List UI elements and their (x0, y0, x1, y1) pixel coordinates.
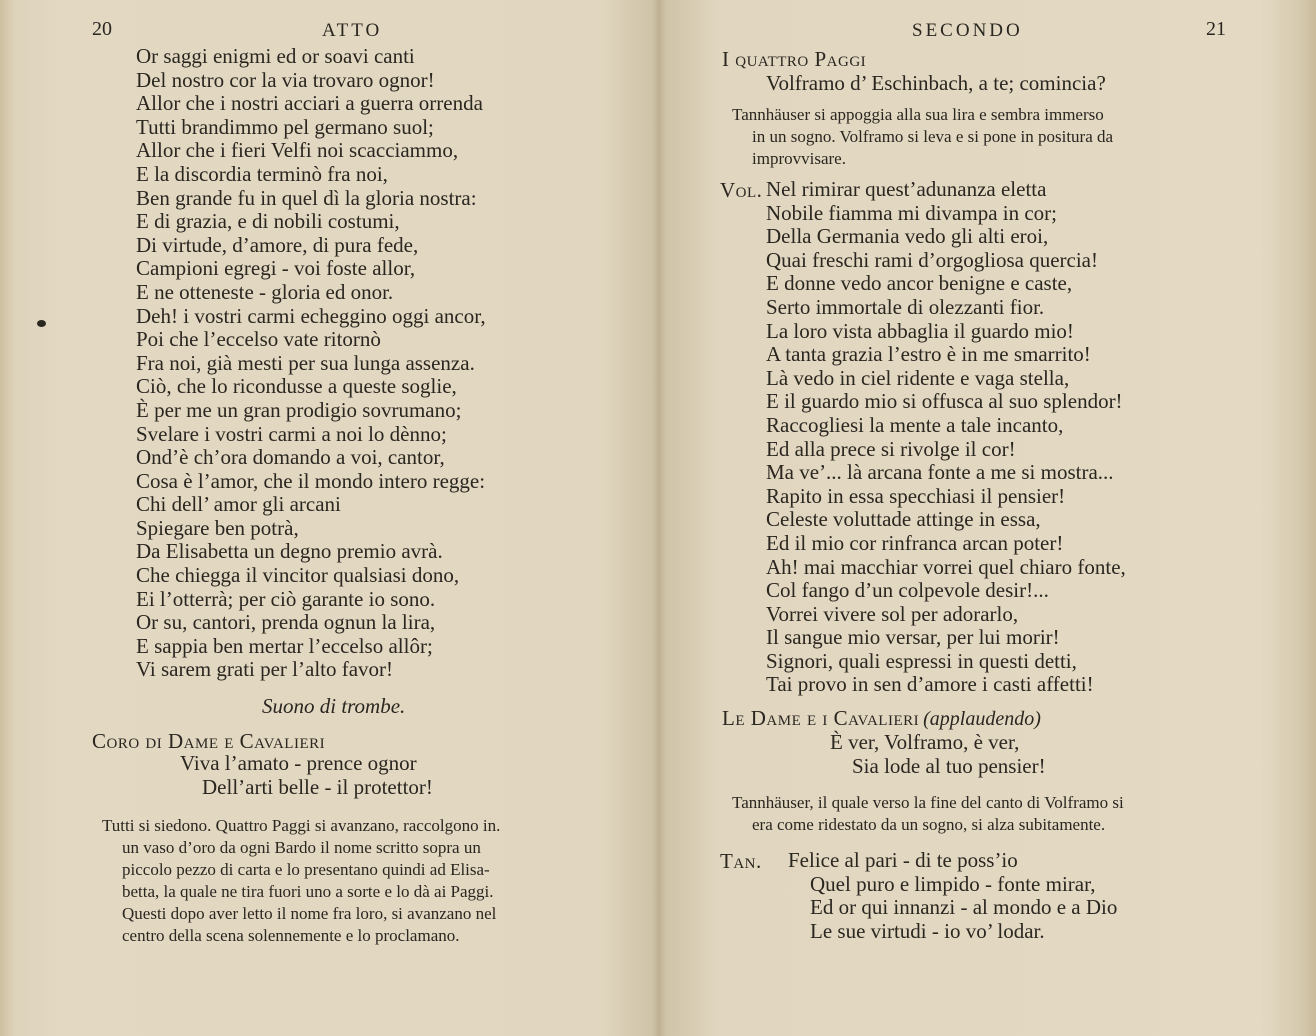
chorus-lines (180, 752, 433, 799)
tan-speaker: Tan. (720, 849, 762, 873)
verse-line: Felice al pari - di te poss’io (788, 848, 1018, 872)
verse-line: Di virtude, d’amore, di pura fede, (136, 232, 419, 257)
stage-direction-line: era come ridestato da un sogno, si alza subitamente. (752, 815, 1106, 834)
verse-line: Serto immortale di olezzanti fior. (766, 294, 1045, 319)
verse-line: A tanta grazia l’estro è in me smarrito! (766, 342, 1091, 367)
page-number: 21 (1206, 18, 1226, 40)
verse-line: E di grazia, e di nobili costumi, (136, 209, 400, 234)
vol-verse-block (766, 178, 1126, 697)
dame-speaker-line (722, 706, 1041, 731)
verse-line: Ben grande fu in quel dì la gloria nostra: (136, 185, 477, 210)
chorus-line: Viva l’amato - prence ognor (180, 751, 417, 775)
running-header: SECONDO (912, 20, 1023, 41)
verse-block (136, 45, 486, 682)
verse-line: Col fango d’un colpevole desir!... (766, 578, 1049, 603)
verse-line: Quel puro e limpido - fonte mirar, (810, 871, 1096, 896)
verse-line: Fra noi, già mesti per sua lunga assenza. (136, 350, 475, 375)
verse-line: Le sue virtudi - io vo’ lodar. (810, 918, 1045, 943)
verse-line: Ed alla prece si rivolge il cor! (766, 436, 1016, 461)
verse-line: Ei l’otterrà; per ciò garante io sono. (136, 586, 436, 611)
verse-line: Celeste voluttade attinge in essa, (766, 507, 1041, 532)
dame-lines (830, 731, 1046, 778)
verse-line: Vi sarem grati per l’alto favor! (136, 657, 394, 682)
verse-line: Ed il mio cor rinfranca arcan poter! (766, 530, 1064, 555)
stage-direction-line: Tutti si siedono. Quattro Paggi si avanzano, raccolgono in. (102, 816, 501, 835)
verse-line: Chi dell’ amor gli arcani (136, 492, 341, 517)
pages-line: Volframo d’ Eschinbach, a te; comincia? (766, 71, 1106, 95)
vol-speaker: Vol. (720, 178, 763, 202)
stage-direction-line: in un sogno. Volframo si leva e si pone in positura da (752, 127, 1114, 146)
verse-line: Cosa è l’amor, che il mondo intero regge: (136, 468, 486, 493)
verse-line: La loro vista abbaglia il guardo mio! (766, 318, 1074, 343)
verse-line: È ver, Volframo, è ver, (830, 730, 1020, 754)
verse-line: Signori, quali espressi in questi detti, (766, 648, 1077, 673)
verse-line: Deh! i vostri carmi echeggino oggi ancor, (136, 303, 486, 328)
verse-line: Del nostro cor la via trovaro ognor! (136, 67, 435, 92)
tan-verse-block (788, 849, 1117, 943)
stage-direction-line: un vaso d’oro da ogni Bardo il nome scritto sopra un (122, 838, 481, 857)
verse-line: Or su, cantori, prenda ognun la lira, (136, 610, 436, 635)
verse-line: E il guardo mio si offusca al suo splendor! (766, 389, 1123, 414)
stage-direction-block (102, 815, 602, 947)
stage-direction-trumpets: Suono di trombe. (262, 694, 406, 718)
verse-line: Sia lode al tuo pensier! (852, 753, 1046, 778)
verse-line: Raccogliesi la mente a tale incanto, (766, 412, 1064, 437)
verse-line: E donne vedo ancor benigne e caste, (766, 271, 1073, 296)
verse-line: Poi che l’eccelso vate ritornò (136, 327, 381, 352)
verse-line: Quai freschi rami d’orgogliosa quercia! (766, 247, 1098, 272)
verse-line: Il sangue mio versar, per lui morir! (766, 625, 1060, 650)
stage-direction-line: centro della scena solennemente e lo proclamano. (122, 926, 460, 945)
verse-line: E ne otteneste - gloria ed onor. (136, 279, 394, 304)
dame-speaker: Le Dame e i Cavalieri (722, 706, 920, 730)
stage-direction-line: Tannhäuser, il quale verso la fine del canto di Volframo si (732, 793, 1124, 812)
stage-direction-line: Tannhäuser si appoggia alla sua lira e sembra immerso (732, 105, 1104, 124)
running-header: ATTO (322, 20, 383, 41)
verse-line: E sappia ben mertar l’eccelso allôr; (136, 633, 433, 658)
stage-direction-line: improvvisare. (752, 149, 846, 168)
verse-line: Nel rimirar quest’adunanza eletta (766, 177, 1047, 201)
right-page (660, 0, 1316, 1036)
verse-line: Ah! mai macchiar vorrei quel chiaro fonte, (766, 554, 1126, 579)
verse-line: Svelare i vostri carmi a noi lo dènno; (136, 421, 447, 446)
verse-line: Ma ve’... là arcana fonte a me si mostra... (766, 460, 1114, 485)
verse-line: Or saggi enigmi ed or soavi canti (136, 44, 415, 68)
verse-line: Allor che i nostri acciari a guerra orrenda (136, 91, 483, 116)
stage-direction-block (732, 792, 1232, 836)
verse-line: Rapito in essa specchiasi il pensier! (766, 483, 1066, 508)
ink-stain (37, 320, 46, 327)
verse-line: Campioni egregi - voi foste allor, (136, 256, 416, 281)
verse-line: Ed or qui innanzi - al mondo e a Dio (810, 895, 1118, 920)
chorus-line: Dell’arti belle - il protettor! (202, 774, 433, 799)
verse-line: Tai provo in sen d’amore i casti affetti! (766, 672, 1094, 697)
pages-speaker: I quattro Paggi (722, 47, 867, 71)
verse-line: E la discordia terminò fra noi, (136, 161, 388, 186)
stage-direction-line: Questi dopo aver letto il nome fra loro, si avanzano nel (122, 904, 497, 923)
chorus-speaker: Coro di Dame e Cavalieri (92, 729, 326, 753)
verse-line: Che chiegga il vincitor qualsiasi dono, (136, 563, 460, 588)
stage-direction-line: piccolo pezzo di carta e lo presentano quindi ad Elisa- (122, 860, 490, 879)
dame-direction: (applaudendo) (923, 708, 1041, 730)
verse-line: È per me un gran prodigio sovrumano; (136, 397, 462, 422)
verse-line: Da Elisabetta un degno premio avrà. (136, 539, 443, 564)
stage-direction-line: betta, la quale ne tira fuori uno a sorte e lo dà ai Paggi. (122, 882, 494, 901)
verse-line: Tutti brandimmo pel germano suol; (136, 114, 434, 139)
page-number: 20 (92, 18, 112, 40)
verse-line: Ciò, che lo ricondusse a queste soglie, (136, 374, 457, 399)
verse-line: Vorrei vivere sol per adorarlo, (766, 601, 1019, 626)
verse-line: Spiegare ben potrà, (136, 515, 299, 540)
verse-line: Là vedo in ciel ridente e vaga stella, (766, 365, 1070, 390)
verse-line: Allor che i fieri Velfi noi scacciammo, (136, 138, 459, 163)
verse-line: Ond’è ch’ora domando a voi, cantor, (136, 445, 445, 470)
verse-line: Nobile fiamma mi divampa in cor; (766, 200, 1058, 225)
verse-line: Della Germania vedo gli alti eroi, (766, 224, 1049, 249)
stage-direction-block (732, 104, 1232, 170)
